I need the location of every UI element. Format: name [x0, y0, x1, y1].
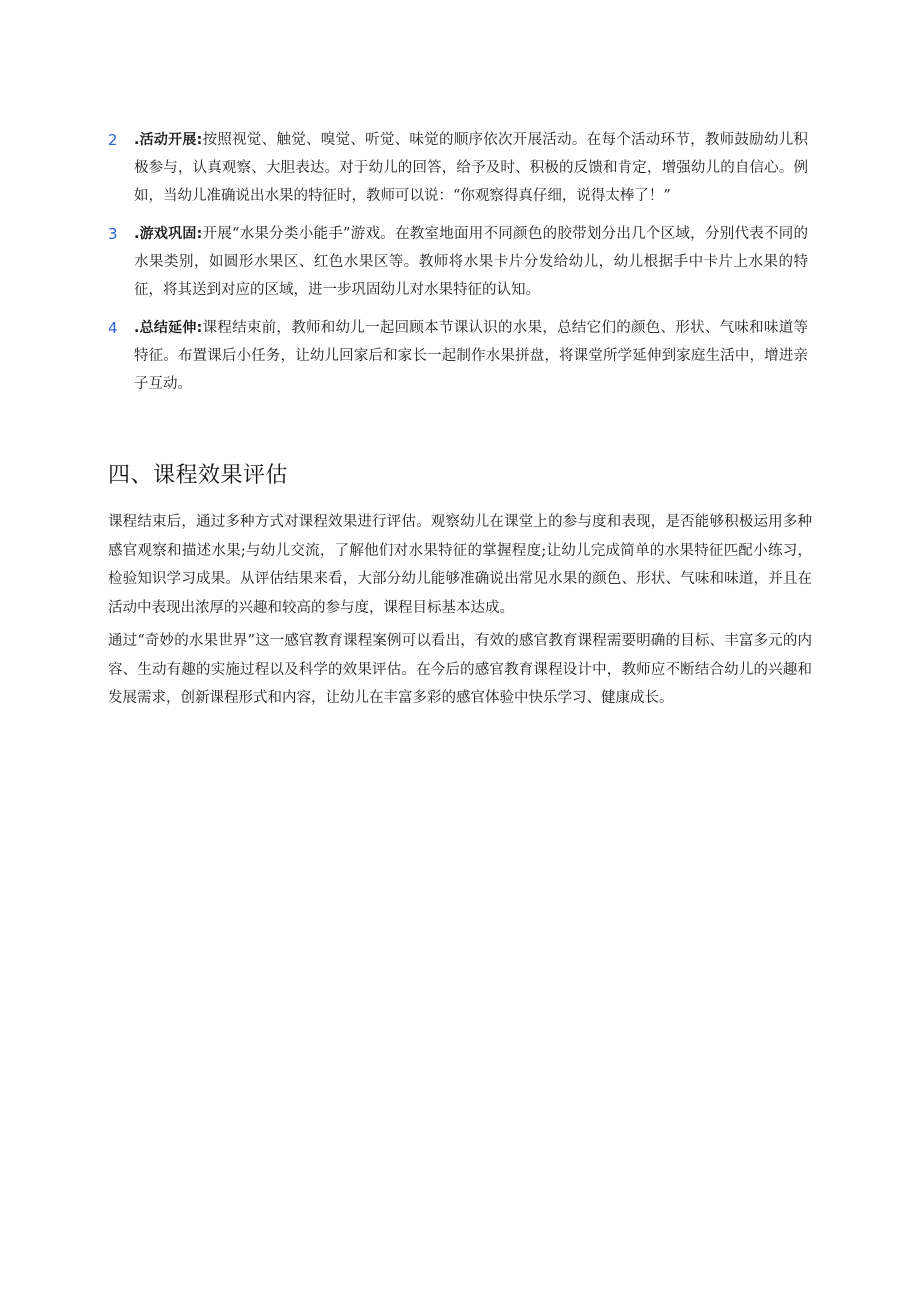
activity-steps-list	[108, 126, 808, 408]
list-item-text: 课程结束前，教师和幼儿一起回顾本节课认识的水果，总结它们的颜色、形状、气味和味道等特征。布置课后小任务，让幼儿回家后和家长一起制作水果拼盘，将课堂所学延伸到家庭生活中，增进亲子互动。	[134, 320, 809, 392]
list-item	[108, 220, 808, 304]
list-item-text: 按照视觉、触觉、嗅觉、听觉、味觉的顺序依次开展活动。在每个活动环节，教师鼓励幼儿积极参与，认真观察、大胆表达。对于幼儿的回答，给予及时、积极的反馈和肯定，增强幼儿的自信心。例如，当幼儿准确说出水果的特征时，教师可以说：“你观察得真仔细，说得太棒了！”	[134, 132, 809, 204]
list-item	[108, 314, 808, 398]
list-item	[108, 126, 808, 210]
body-paragraph: 通过“奇妙的水果世界”这一感官教育课程案例可以看出，有效的感官教育课程需要明确的目标、丰富多元的内容、生动有趣的实施过程以及科学的效果评估。在今后的感官教育课程设计中，教师应不断结合幼儿的兴趣和发展需求，创新课程形式和内容，让幼儿在丰富多彩的感官体验中快乐学习、健康成长。	[108, 633, 812, 706]
body-paragraph: 课程结束后，通过多种方式对课程效果进行评估。观察幼儿在课堂上的参与度和表现，是否能够积极运用多种感官观察和描述水果;与幼儿交流，了解他们对水果特征的掌握程度;让幼儿完成简单的水果特征匹配小练习，检验知识学习成果。从评估结果来看，大部分幼儿能够准确说出常见水果的颜色、形状、气味和味道，并且在活动中表现出浓厚的兴趣和较高的参与度，课程目标基本达成。	[108, 514, 812, 616]
list-number: 4	[108, 319, 118, 337]
list-number: 3	[108, 225, 118, 243]
list-item-lead: .活动开展:	[134, 132, 203, 148]
section-heading: 四、课程效果评估	[108, 463, 289, 488]
list-item-text: 开展“水果分类小能手”游戏。在教室地面用不同颜色的胶带划分出几个区域，分别代表不同的水果类别，如圆形水果区、红色水果区等。教师将水果卡片分发给幼儿，幼儿根据手中卡片上水果的特征，将其送到对应的区域，进一步巩固幼儿对水果特征的认知。	[134, 226, 809, 298]
list-item-lead: .总结延伸:	[134, 320, 203, 336]
list-item-lead: .游戏巩固:	[134, 226, 203, 242]
list-number: 2	[108, 131, 118, 149]
